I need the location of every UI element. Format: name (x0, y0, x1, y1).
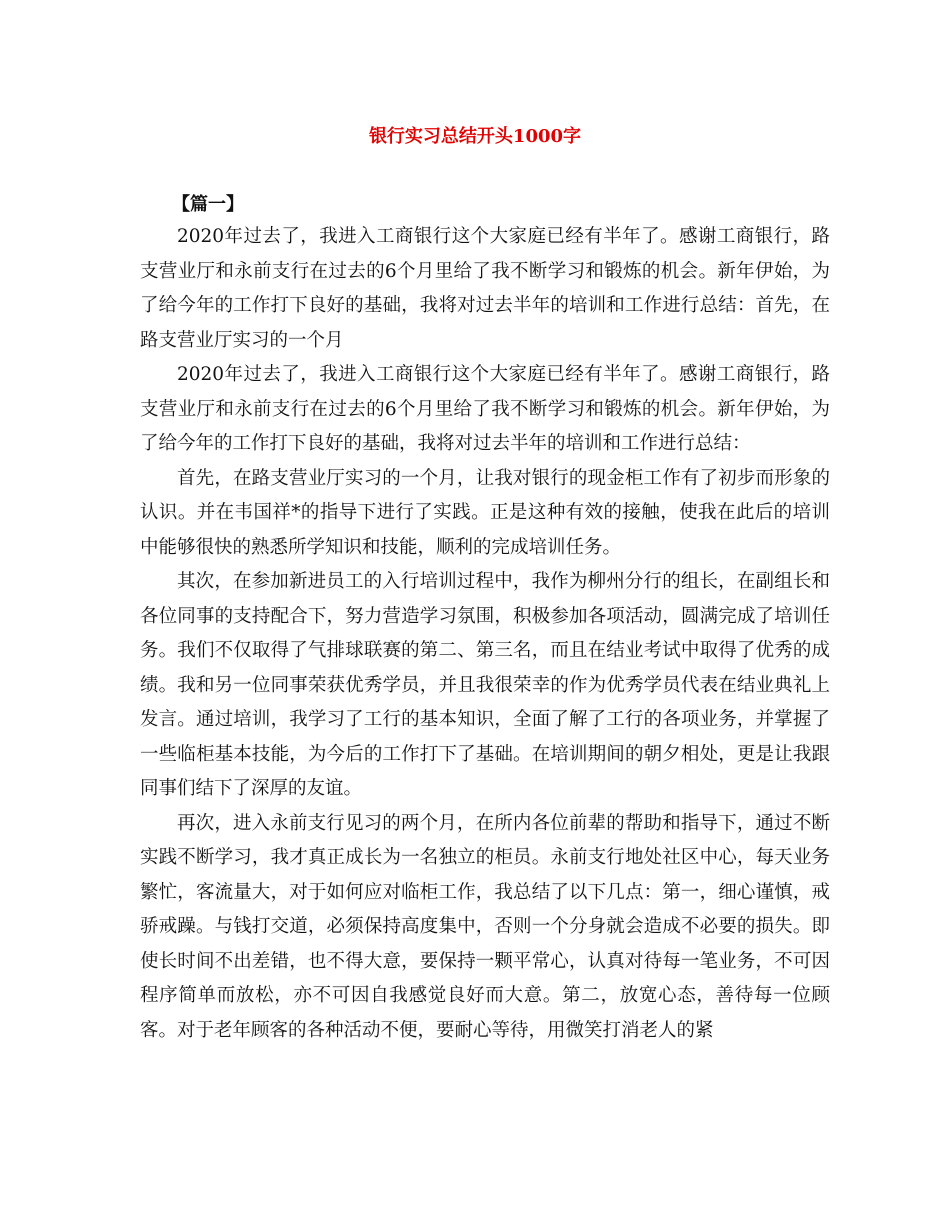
paragraph-4: 其次，在参加新进员工的入行培训过程中，我作为柳州分行的组长，在副组长和各位同事的支持配合下，努力营造学习氛围，积极参加各项活动，圆满完成了培训任务。我们不仅取得了气排球联赛的第二、第三名，而且在结业考试中取得了优秀的成绩。我和另一位同事荣获优秀学员，并且我很荣幸的作为优秀学员代表在结业典礼上发言。通过培训，我学习了工行的基本知识，全面了解了工行的各项业务，并掌握了一些临柜基本技能，为今后的工作打下了基础。在培训期间的朝夕相处，更是让我跟同事们结下了深厚的友谊。 (140, 571, 830, 799)
paragraph-3: 首先，在路支营业厅实习的一个月，让我对银行的现金柜工作有了初步而形象的认识。并在韦国祥*的指导下进行了实践。正是这种有效的接触，使我在此后的培训中能够很快的熟悉所学知识和技能，顺利的完成培训任务。 (140, 467, 830, 558)
section-label: 【篇一】 (172, 194, 244, 215)
paragraph-2: 2020年过去了，我进入工商银行这个大家庭已经有半年了。感谢工商银行，路支营业厅和永前支行在过去的6个月里给了我不断学习和锻炼的机会。新年伊始，为了给今年的工作打下良好的基础，我将对过去半年的培训和工作进行总结： (140, 364, 830, 454)
paragraph-1: 2020年过去了，我进入工商银行这个大家庭已经有半年了。感谢工商银行，路支营业厅和永前支行在过去的6个月里给了我不断学习和锻炼的机会。新年伊始，为了给今年的工作打下良好的基础，我将对过去半年的培训和工作进行总结：首先，在路支营业厅实习的一个月 (140, 226, 830, 351)
document-title: 银行实习总结开头1000字 (368, 126, 582, 147)
document-body (140, 220, 830, 1048)
paragraph-5: 再次，进入永前支行见习的两个月，在所内各位前辈的帮助和指导下，通过不断实践不断学习，我才真正成长为一名独立的柜员。永前支行地处社区中心，每天业务繁忙，客流量大，对于如何应对临柜工作，我总结了以下几点：第一，细心谨慎，戒骄戒躁。与钱打交道，必须保持高度集中，否则一个分身就会造成不必要的损失。即使长时间不出差错，也不得大意，要保持一颗平常心，认真对待每一笔业务，不可因程序简单而放松，亦不可因自我感觉良好而大意。第二，放宽心态，善待每一位顾客。对于老年顾客的各种活动不便，要耐心等待，用微笑打消老人的紧 (140, 812, 830, 1041)
